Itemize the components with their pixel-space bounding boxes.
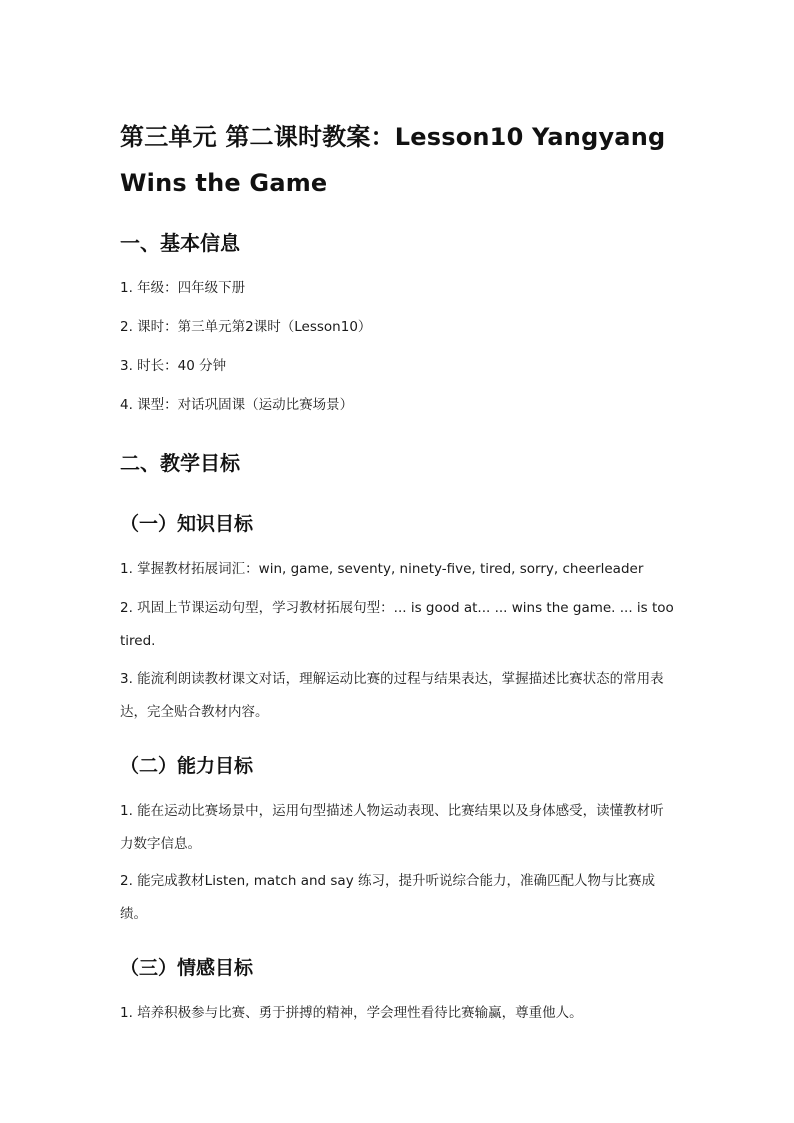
subsection-heading-emotion: （三）情感目标 (120, 957, 254, 979)
knowledge-goal-item: 3. 能流利朗读教材课文对话，理解运动比赛的过程与结果表达，掌握描述比赛状态的常用表达，完全贴合教材内容。 (120, 671, 664, 720)
subsection-heading-ability: （二）能力目标 (120, 755, 254, 777)
basic-info-item: 1. 年级：四年级下册 (120, 280, 246, 296)
ability-goal-item: 1. 能在运动比赛场景中，运用句型描述人物运动表现、比赛结果以及身体感受，读懂教材听力数字信息。 (120, 803, 664, 852)
knowledge-goal-item: 2. 巩固上节课运动句型，学习教材拓展句型：... is good at... ... wins the game. ... is too tired. (120, 600, 674, 649)
basic-info-item: 4. 课型：对话巩固课（运动比赛场景） (120, 397, 354, 413)
subsection-heading-knowledge: （一）知识目标 (120, 513, 254, 535)
knowledge-goal-item: 1. 掌握教材拓展词汇：win, game, seventy, ninety-five, tired, sorry, cheerleader (120, 561, 644, 577)
basic-info-item: 2. 课时：第三单元第2课时（Lesson10） (120, 319, 372, 335)
emotion-goal-item: 1. 培养积极参与比赛、勇于拼搏的精神，学会理性看待比赛输赢，尊重他人。 (120, 1005, 583, 1021)
section-heading-teaching-goals: 二、教学目标 (120, 451, 240, 475)
document-title: 第三单元 第二课时教案：Lesson10 Yangyang Wins the Game (120, 123, 666, 197)
section-heading-basic-info: 一、基本信息 (120, 231, 240, 255)
ability-goal-item: 2. 能完成教材Listen, match and say 练习，提升听说综合能力，准确匹配人物与比赛成绩。 (120, 873, 655, 922)
basic-info-item: 3. 时长：40 分钟 (120, 358, 227, 374)
